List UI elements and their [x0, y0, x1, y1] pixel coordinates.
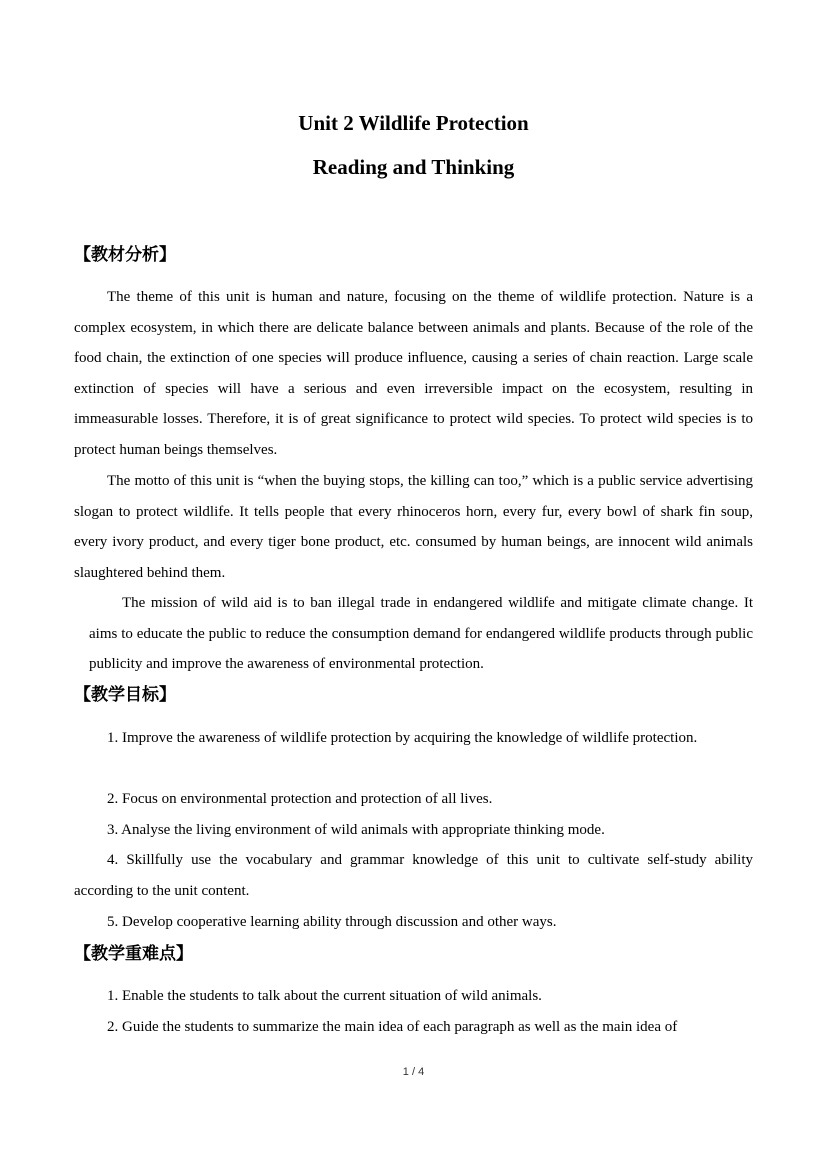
paragraph-theme: The theme of this unit is human and nature, focusing on the theme of wildlife protection. Nature is a complex ecosystem, in which there are delicate balance between animals and plants. Because of the role of the food chain, the extinction of one species will produce influence, causing a series of chain reaction. Large scale extinction of species will have a serious and even irreversible impact on the ecosystem, resulting in immeasurable losses. Therefore, it is of great significance to protect wild species. To protect wild species is to protect human beings themselves.	[74, 289, 753, 458]
objective-item-4: 4. Skillfully use the vocabulary and grammar knowledge of this unit to cultivate self-study ability according to the unit content.	[74, 852, 753, 899]
key-point-item-1: 1. Enable the students to talk about the current situation of wild animals.	[107, 988, 542, 1004]
objective-item-2: 2. Focus on environmental protection and protection of all lives.	[107, 791, 493, 807]
page-indicator: 1 / 4	[402, 1066, 425, 1078]
objective-item-5: 5. Develop cooperative learning ability through discussion and other ways.	[107, 914, 557, 930]
objective-item-1: 1. Improve the awareness of wildlife protection by acquiring the knowledge of wildlife protection.	[107, 730, 698, 746]
key-point-item-2: 2. Guide the students to summarize the main idea of each paragraph as well as the main idea of	[107, 1019, 678, 1035]
objective-item-3: 3. Analyse the living environment of wild animals with appropriate thinking mode.	[107, 822, 605, 838]
paragraph-mission: The mission of wild aid is to ban illegal trade in endangered wildlife and mitigate climate change. It aims to educate the public to reduce the consumption demand for endangered wildlife products through public publicity and improve the awareness of environmental protection.	[89, 595, 753, 673]
section-heading-textbook-analysis: 【教材分析】	[74, 245, 176, 264]
section-heading-teaching-objectives: 【教学目标】	[74, 685, 176, 704]
section-heading-key-difficult-points: 【教学重难点】	[74, 944, 193, 963]
paragraph-motto: The motto of this unit is “when the buying stops, the killing can too,” which is a public service advertising slogan to protect wildlife. It tells people that every rhinoceros horn, every fur, every bowl of shark fin soup, every ivory product, and every tiger bone product, etc. consumed by human beings, are innocent wild animals slaughtered behind them.	[74, 473, 753, 581]
document-title: Unit 2 Wildlife Protection	[298, 111, 529, 135]
document-subtitle: Reading and Thinking	[312, 155, 515, 179]
